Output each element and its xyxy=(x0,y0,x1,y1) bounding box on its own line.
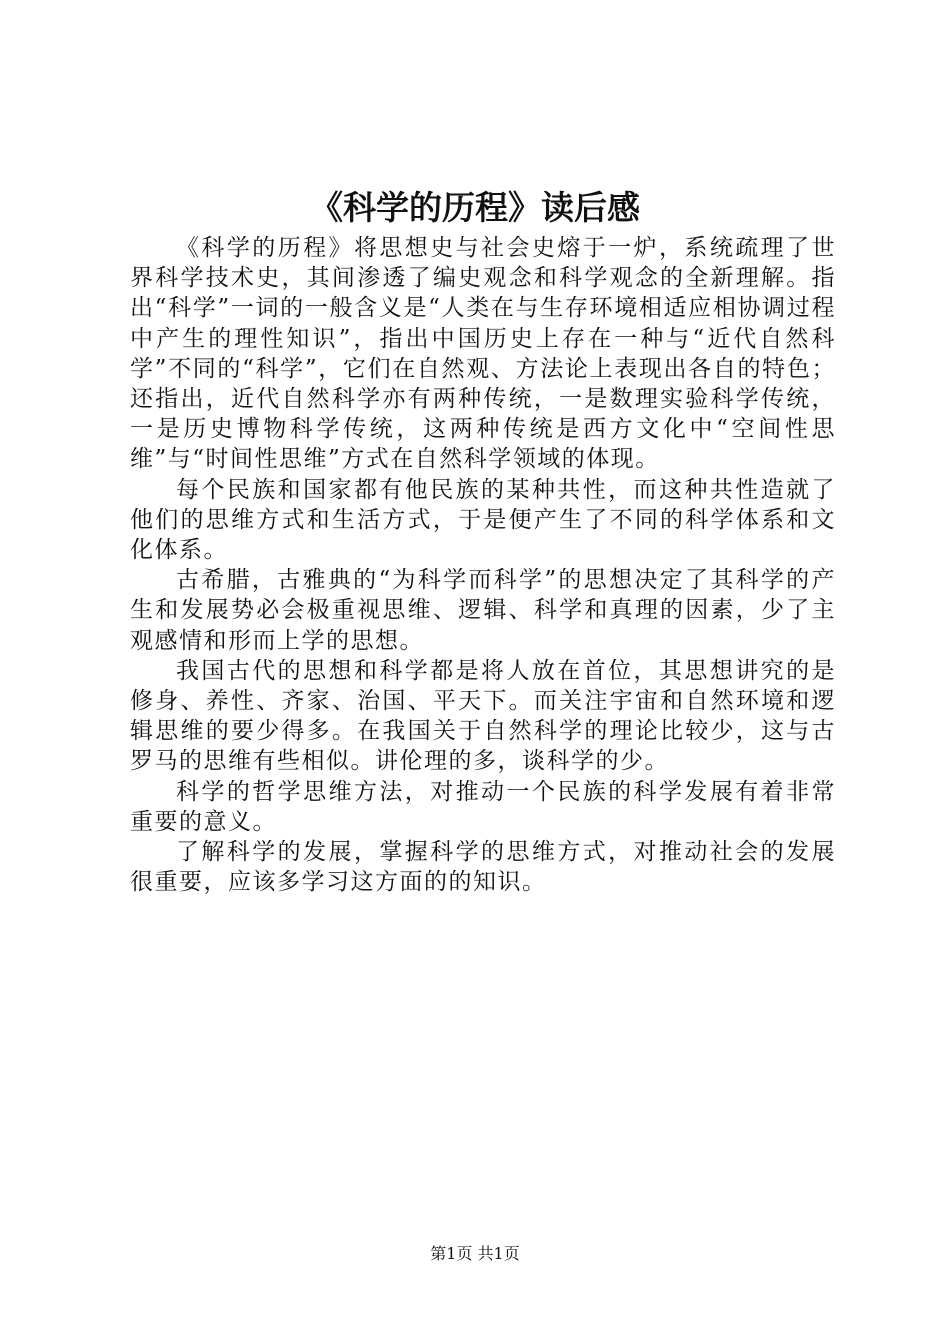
paragraph-3: 古希腊，古雅典的“为科学而科学”的思想决定了其科学的产生和发展势必会极重视思维、逻辑、科学和真理的因素，少了主观感情和形而上学的思想。 xyxy=(130,567,836,654)
page-number-footer: 第1页 共1页 xyxy=(430,1244,520,1263)
document-title: 《科学的历程》读后感 xyxy=(310,188,640,227)
paragraph-6: 了解科学的发展，掌握科学的思维方式，对推动社会的发展很重要，应该多学习这方面的的知识。 xyxy=(130,839,836,896)
paragraph-5: 科学的哲学思维方法，对推动一个民族的科学发展有着非常重要的意义。 xyxy=(130,778,836,835)
document-body xyxy=(130,233,836,897)
paragraph-2: 每个民族和国家都有他民族的某种共性，而这种共性造就了他们的思维方式和生活方式，于是便产生了不同的科学体系和文化体系。 xyxy=(130,476,836,564)
paragraph-4: 我国古代的思想和科学都是将人放在首位，其思想讲究的是修身、养性、齐家、治国、平天下。而关注宇宙和自然环境和逻辑思维的要少得多。在我国关于自然科学的理论比较少，这与古罗马的思维有些相似。讲伦理的多，谈科学的少。 xyxy=(130,657,836,775)
paragraph-1: 《科学的历程》将思想史与社会史熔于一炉，系统疏理了世界科学技术史，其间渗透了编史观念和科学观念的全新理解。指出“科学”一词的一般含义是“人类在与生存环境相适应相协调过程中产生的理性知识”，指出中国历史上存在一种与“近代自然科学”不同的“科学”，它们在自然观、方法论上表现出各自的特色；还指出，近代自然科学亦有两种传统，一是数理实验科学传统，一是历史博物科学传统，这两种传统是西方文化中“空间性思维”与“时间性思维”方式在自然科学领域的体现。 xyxy=(130,235,836,473)
